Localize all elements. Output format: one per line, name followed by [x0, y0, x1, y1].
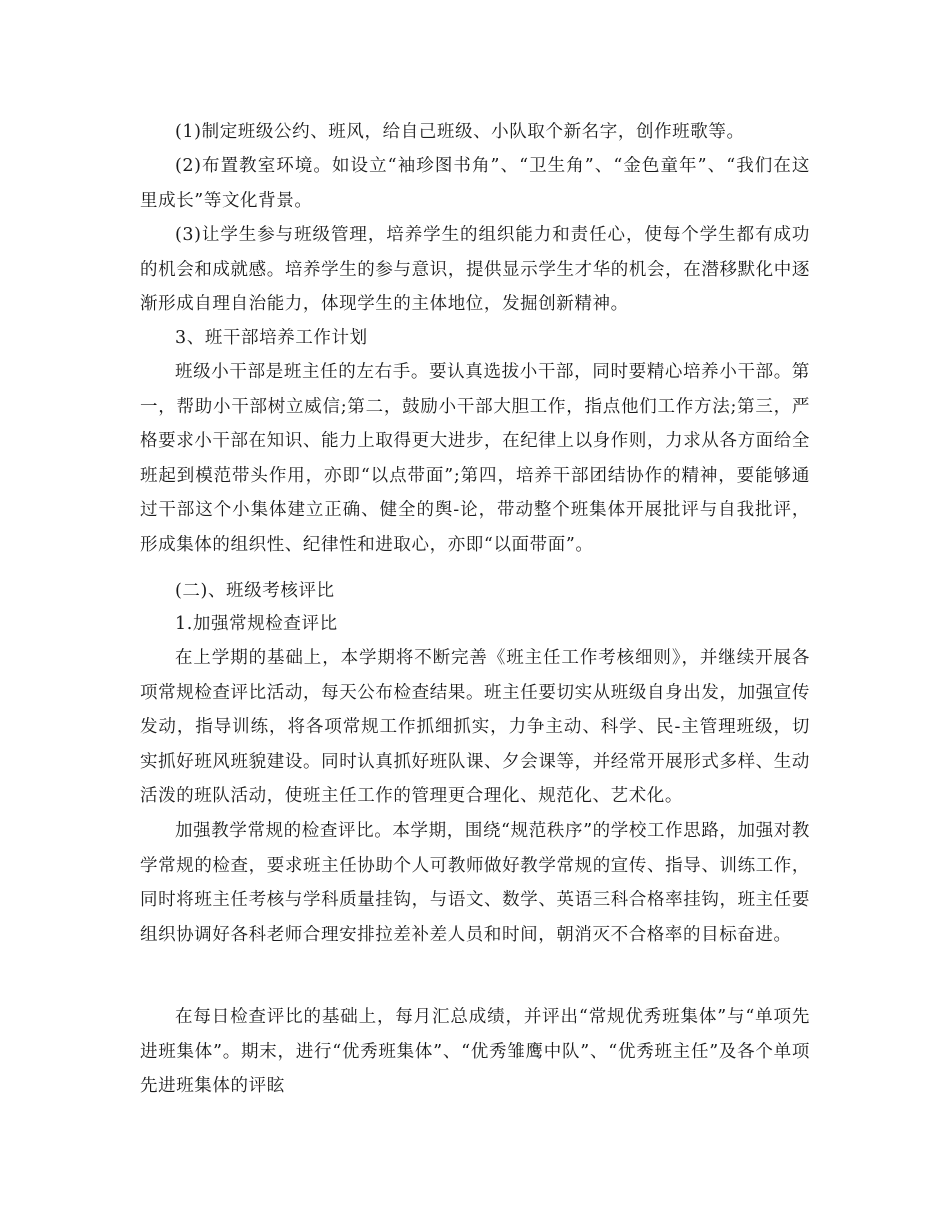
- paragraph-classroom-environment: (2)布置教室环境。如设立“袖珍图书角”、“卫生角”、“金色童年”、“我们在这里成长”等文化背景。: [140, 156, 810, 211]
- paragraph-student-participation: (3)让学生参与班级管理，培养学生的组织能力和责任心，使每个学生都有成功的机会和成就感。培养学生的参与意识，提供显示学生才华的机会，在潜移默化中逐渐形成自理自治能力，体现学生的主体地位，发掘创新精神。: [140, 225, 810, 314]
- paragraph-class-convention: (1)制定班级公约、班风，给自己班级、小队取个新名字，创作班歌等。: [175, 122, 745, 142]
- heading-routine-inspection: 1.加强常规检查评比: [175, 614, 338, 634]
- paragraph-routine-inspection: 在上学期的基础上，本学期将不断完善《班主任工作考核细则》，并继续开展各项常规检查评比活动，每天公布检查结果。班主任要切实从班级自身出发，加强宣传发动，指导训练，将各项常规工作抓细抓实，力争主动、科学、民-主管理班级，切实抓好班风班貌建设。同时认真抓好班队课、夕会课等，并经常开展形式多样、生动活泼的班队活动，使班主任工作的管理更合理化、规范化、艺术化。: [140, 648, 810, 806]
- paragraph-teaching-routine: 加强教学常规的检查评比。本学期，围绕“规范秩序”的学校工作思路，加强对教学常规的检查，要求班主任协助个人可教师做好教学常规的宣传、指导、训练工作，同时将班主任考核与学科质量挂钩，与语文、数学、英语三科合格率挂钩，班主任要组织协调好各科老师合理安排拉差补差人员和时间，朝消灭不合格率的目标奋进。: [140, 821, 810, 945]
- paragraph-monthly-evaluation: 在每日检查评比的基础上，每月汇总成绩，并评出“常规优秀班集体”与“单项先进班集体”。期末，进行“优秀班集体”、“优秀雏鹰中队”、“优秀班主任”及各个单项先进班集体的评眩: [140, 1007, 810, 1096]
- paragraph-class-cadres: 班级小干部是班主任的左右手。要认真选拔小干部，同时要精心培养小干部。第一，帮助小干部树立威信;第二，鼓励小干部大胆工作，指点他们工作方法;第三，严格要求小干部在知识、能力上取得更大进步，在纪律上以身作则，力求从各方面给全班起到模范带头作用，亦即“以点带面”;第四，培养干部团结协作的精神，要能够通过干部这个小集体建立正确、健全的舆-论，带动整个班集体开展批评与自我批评，形成集体的组织性、纪律性和进取心，亦即“以面带面”。: [140, 362, 810, 555]
- heading-class-assessment: (二)、班级考核评比: [175, 581, 335, 601]
- heading-cadre-training-plan: 3、班干部培养工作计划: [175, 328, 368, 348]
